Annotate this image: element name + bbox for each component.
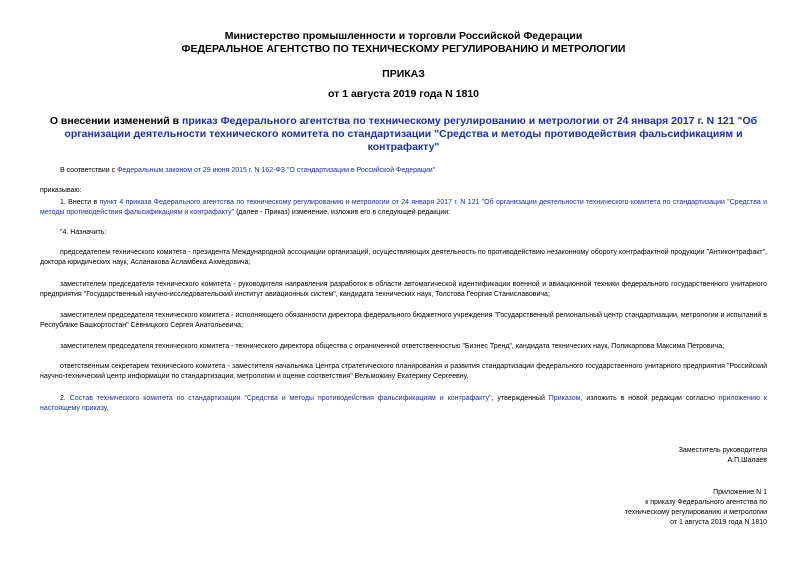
- doc-date-number: от 1 августа 2019 года N 1810: [327, 88, 480, 100]
- committee-composition-link[interactable]: Состав технического комитета по стандартизации "Средства и методы противодействия фальсификациям и контрафакту": [69, 395, 492, 402]
- order-word: приказываю:: [40, 187, 82, 194]
- quote-start: "4. Назначить:: [60, 229, 107, 236]
- basis-paragraph: [40, 166, 767, 176]
- document-title: [30, 115, 777, 154]
- ministry-header: Министерство промышленности и торговли Российской Федерации: [224, 30, 583, 42]
- item-2: [40, 394, 767, 414]
- appointment-item: заместителем председателя технического комитета - технического директора общества с ограниченной ответственностью "Бизнес Тренд", кандидата технических наук, Поликарпова Максима Петровича;: [60, 343, 725, 350]
- item2-middle2: , изложить в новой редакции согласно: [580, 395, 719, 402]
- federal-law-link[interactable]: Федеральным законом от 29 июня 2015 г. N 162-ФЗ "О стандартизации в Российской Федерации": [117, 167, 436, 174]
- basis-prefix: В соответствии с: [60, 167, 118, 174]
- agency-header: ФЕДЕРАЛЬНОЕ АГЕНТСТВО ПО ТЕХНИЧЕСКОМУ РЕГУЛИРОВАНИЮ И МЕТРОЛОГИИ: [181, 43, 626, 55]
- signature-name: А.П.Шалаев: [727, 457, 767, 464]
- appendix-line: к приказу Федерального агентства по: [645, 499, 767, 506]
- order-link[interactable]: Приказом: [548, 395, 581, 402]
- item2-middle: , утвержденный: [491, 395, 549, 402]
- title-link[interactable]: приказ Федерального агентства по техническому регулированию и метрологии от 24 января 2017 г. N 121 "Об организации деятельности технического комитета по стандартизации "Средства и методы противодействия фальсификациям и контрафакту": [64, 115, 758, 153]
- item2-suffix: .: [106, 405, 109, 412]
- item1-prefix: 1. Внести в: [60, 199, 100, 206]
- doc-type: ПРИКАЗ: [382, 68, 425, 80]
- appendix-link[interactable]: приложению к настоящему приказу: [40, 395, 767, 412]
- appointment-item: заместителем председателя технического комитета - исполняющего обязанности директора федерального бюджетного учреждения "Государственный региональный центр стандартизации, метрологии и испытаний в Республике Башкортостан" Севницкого Сергея Анатольевича;: [40, 312, 767, 329]
- item-1: [40, 198, 767, 218]
- item1-suffix: (далее - Приказ) изменение, изложив его в следующей редакции:: [234, 209, 451, 216]
- appendix-line: Приложение N 1: [713, 489, 767, 496]
- title-prefix: О внесении изменений в: [49, 115, 182, 127]
- item2-prefix: 2.: [60, 395, 70, 402]
- appendix-line: техническому регулированию и метрологии: [624, 509, 767, 516]
- appointment-item: ответственным секретарем технического комитета - заместителя начальника Центра стратегического планирования и развития стандартизации федерального государственного унитарного предприятия "Российский научно-технический центр информации по стандартизации, метрологии и оценке соответствия" Вельможину Екатерину Сергеевну.: [40, 363, 767, 380]
- appendix-line: от 1 августа 2019 года N 1810: [670, 519, 767, 526]
- item1-link[interactable]: пункт 4 приказа Федерального агентства по техническому регулированию и метрологии от 24 января 2017 г. N 121 "Об организации деятельности технического комитета по стандартизации "Средства и методы противодействия фальсификациям и контрафакту": [40, 199, 767, 216]
- appointment-item: председателем технического комитета - президента Международной ассоциации организаций, осуществляющих деятельность по противодействию незаконному обороту контрафактной продукции "Антиконтрафакт", доктора юридических наук, Асланакова Асламбека Ахмедовича;: [40, 249, 767, 266]
- signature-position: Заместитель руководителя: [678, 447, 767, 454]
- appointment-item: заместителем председателя технического комитета - руководителя направления разработок в области автоматической идентификации военной и авиационной техники федерального государственного унитарного предприятия "Государственный научно-исследовательский институт авиационных систем", кандидата технических наук, Толстова Георгия Станиславовича;: [40, 281, 767, 298]
